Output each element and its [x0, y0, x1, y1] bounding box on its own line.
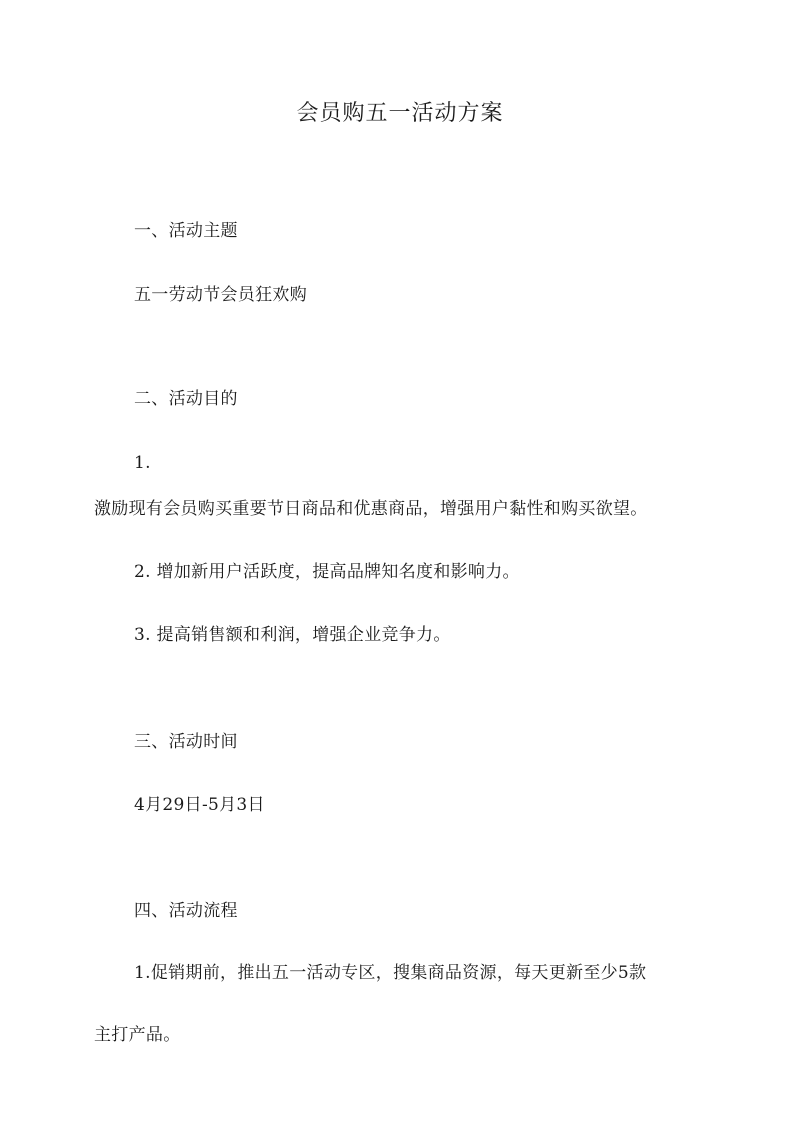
goal-item-1-number: 1.	[134, 453, 151, 473]
process-item-1-line-2: 主打产品。	[94, 1025, 181, 1045]
goal-item-1-text: 激励现有会员购买重要节日商品和优惠商品，增强用户黏性和购买欲望。	[94, 499, 648, 519]
section-heading-time: 三、活动时间	[134, 732, 238, 752]
document-title: 会员购五一活动方案	[296, 101, 504, 126]
section-heading-theme: 一、活动主题	[134, 221, 238, 241]
goal-item-3: 3. 提高销售额和利润，增强企业竞争力。	[134, 625, 451, 645]
goal-item-2: 2. 增加新用户活跃度，提高品牌知名度和影响力。	[134, 562, 520, 582]
time-text: 4月29日-5月3日	[134, 795, 265, 815]
process-item-1-line-1: 1.促销期前，推出五一活动专区，搜集商品资源，每天更新至少5款	[134, 963, 647, 983]
section-heading-process: 四、活动流程	[134, 901, 238, 921]
theme-text: 五一劳动节会员狂欢购	[134, 285, 307, 305]
section-heading-goal: 二、活动目的	[134, 389, 238, 409]
